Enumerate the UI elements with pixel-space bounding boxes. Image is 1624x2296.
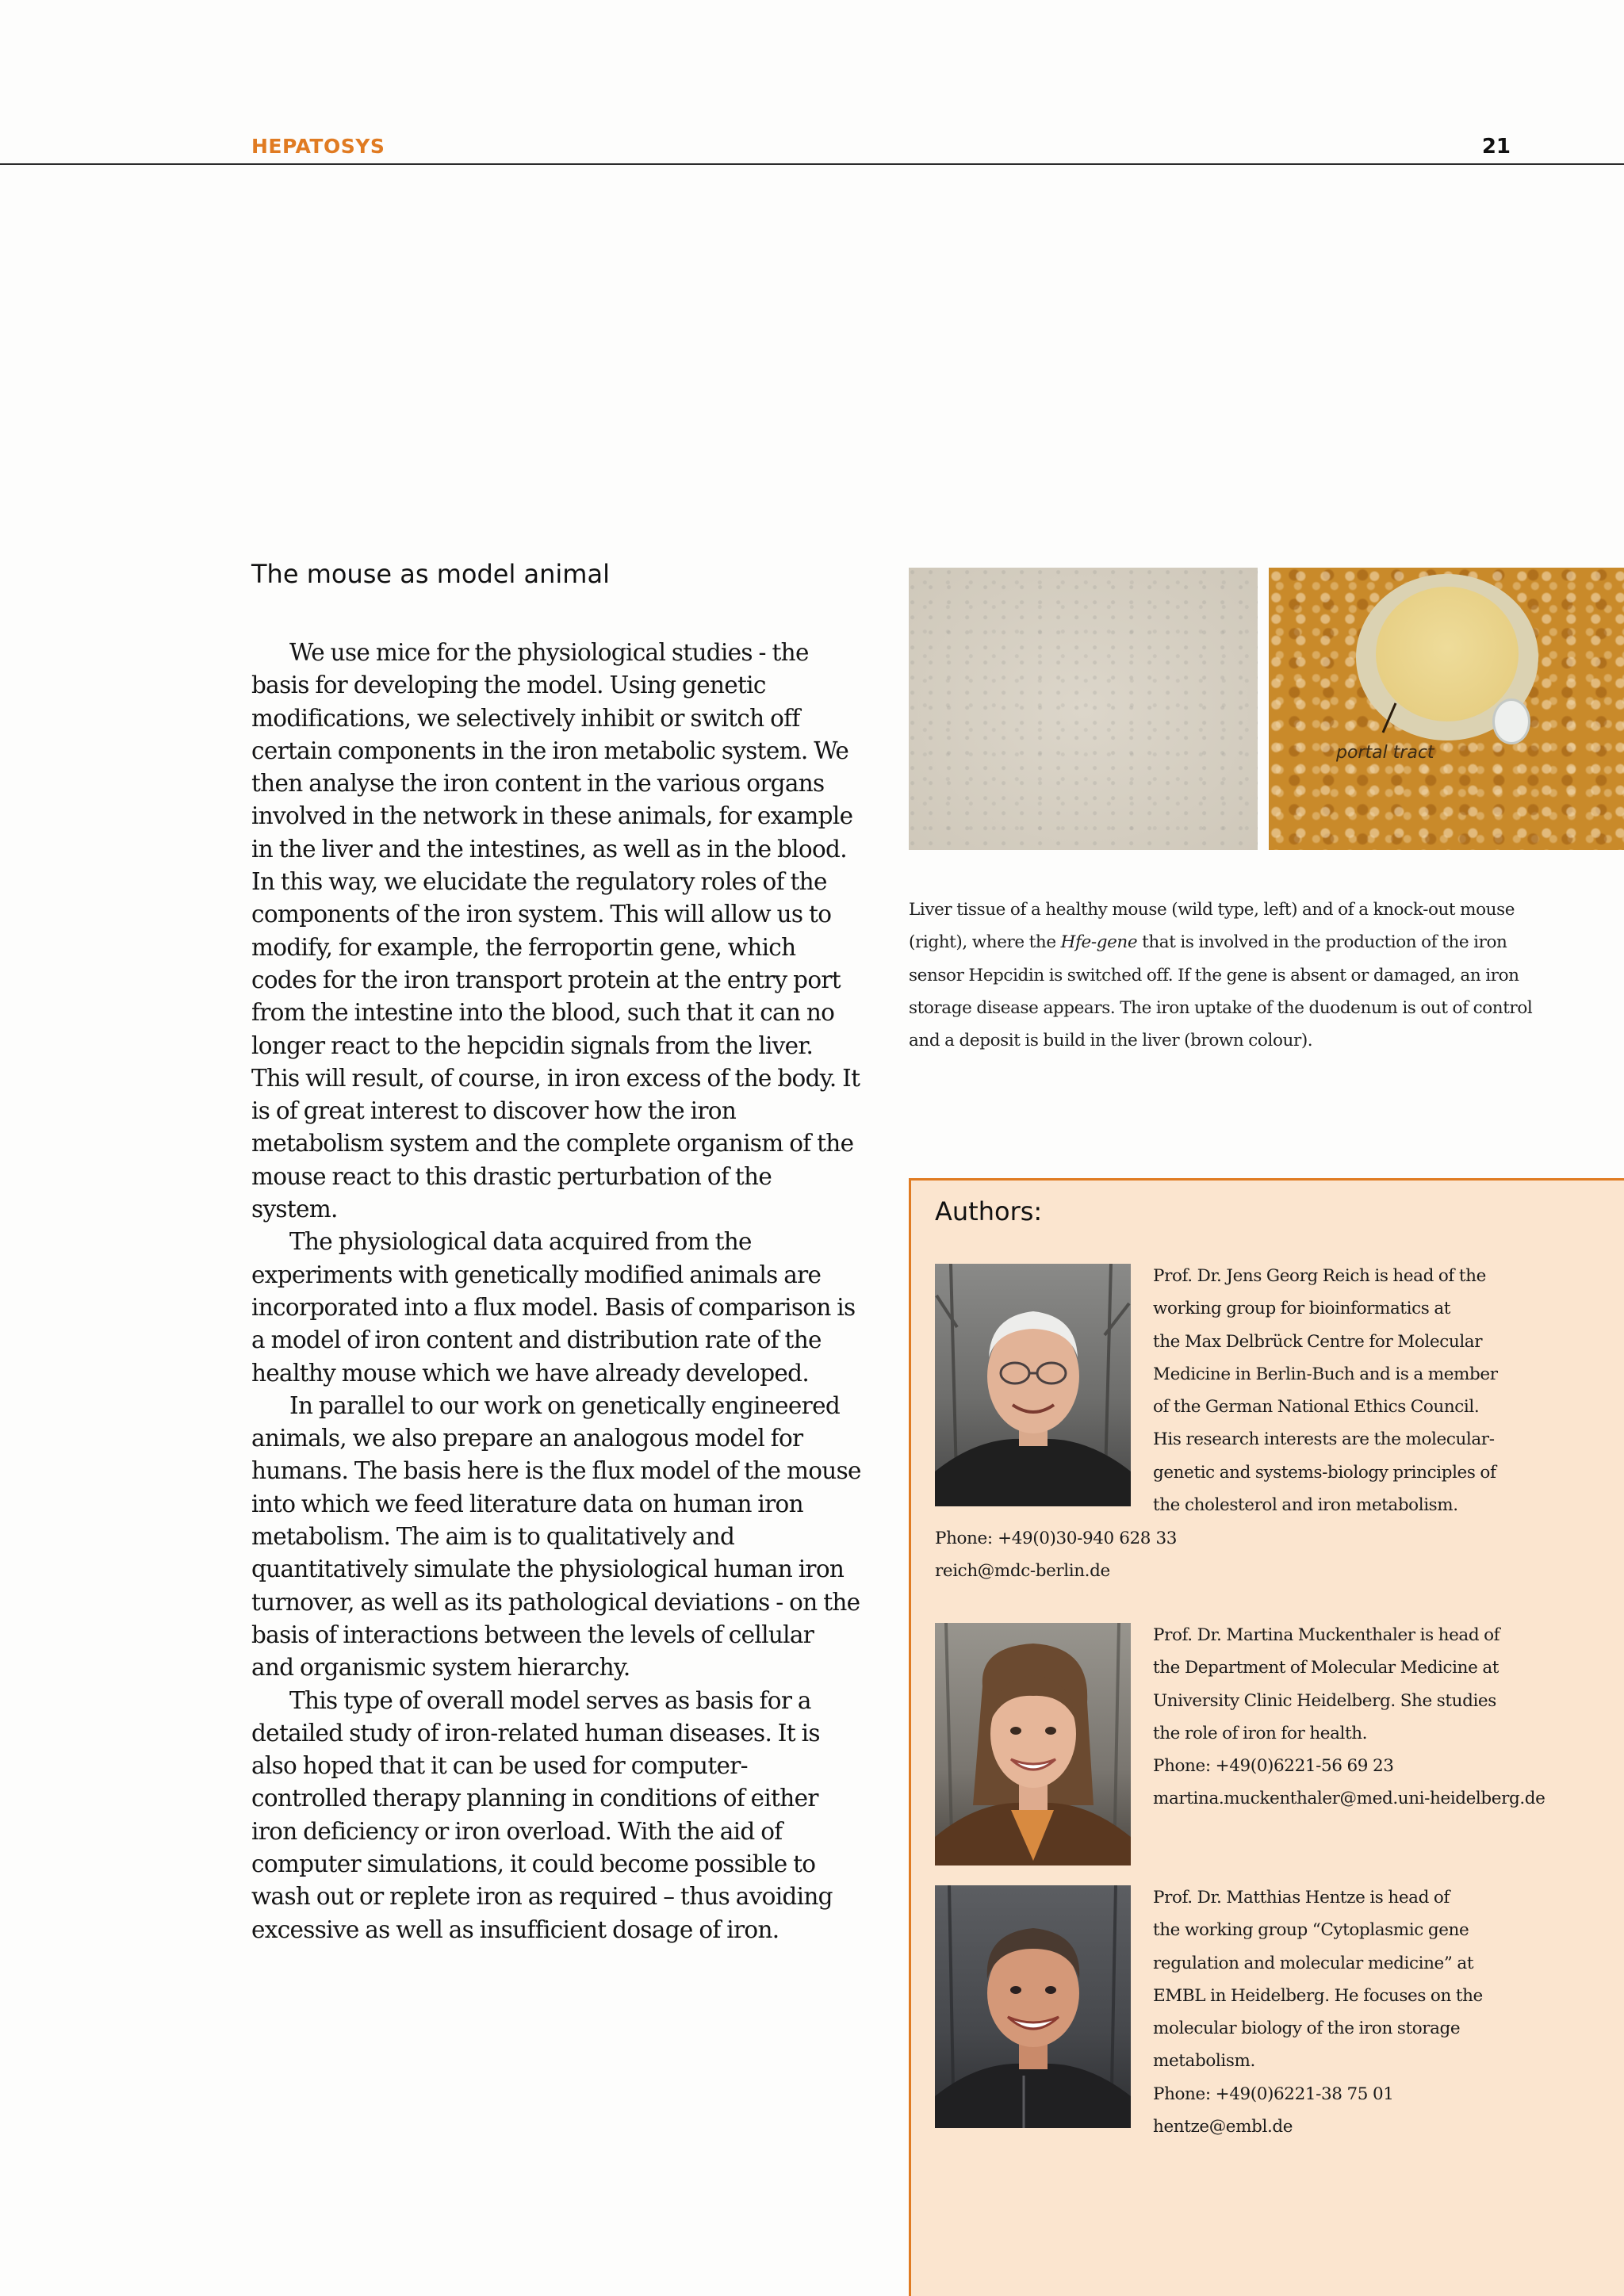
author-portrait-hentze	[935, 1885, 1131, 2128]
figure-caption	[909, 894, 1535, 1057]
knockout-liver-photo	[1269, 568, 1624, 850]
bio-line: the cholesterol and iron metabolism.	[1153, 1495, 1458, 1516]
article-paragraph: The physiological data acquired from the experiments with genetically modified animals are incorporated into a flux model. Basis of comparison is a model of iron content and distribution rate of the healthy mouse which we have already developed.	[251, 1228, 856, 1387]
author-phone: Phone: +49(0)6221-38 75 01	[1153, 2084, 1394, 2104]
portrait-illustration	[935, 1264, 1131, 1506]
author-portrait-reich	[935, 1264, 1131, 1506]
bio-line: the role of iron for health.	[1153, 1723, 1368, 1743]
caption-text: that is involved in the production of the iron sensor Hepcidin is switched off. If the gene is absent or damaged, an iron storage disease appears. The iron uptake of the duodenum is out of control and a deposit is build in the liver (brown colour).	[909, 932, 1533, 1051]
author-phone: Phone: +49(0)30-940 628 33	[935, 1529, 1178, 1548]
article-paragraph: We use mice for the physiological studies - the basis for developing the model. Using genetic modifications, we selectively inhibit or switch off certain components in the iron metabolic system. We then analyse the iron content in the various organs involved in the network in these animals, for example in the liver and the intestines, as well as in the blood. In this way, we elucidate the regulatory roles of the components of the iron system. This will allow us to modify, for example, the ferroportin gene, which codes for the iron transport protein at the entry port from the intestine into the blood, such that it can no longer react to the hepcidin signals from the liver. This will result, of course, in iron excess of the body. It is of great interest to discover how the iron metabolism system and the complete organism of the mouse react to this drastic perturbation of the system.	[251, 639, 860, 1223]
bio-line: of the German National Ethics Council.	[1153, 1397, 1480, 1418]
caption-text: Liver tissue of a healthy mouse (wild type, left) and of a knock-out mouse (right), where the	[909, 900, 1515, 953]
author-email[interactable]: martina.muckenthaler@med.uni-heidelberg.de	[1153, 1789, 1545, 1809]
portrait-illustration	[935, 1623, 1131, 1866]
bio-line: working group for bioinformatics at	[1153, 1299, 1450, 1319]
liver-tissue-figure	[909, 568, 1624, 851]
page-header	[0, 0, 1624, 165]
bio-line: the Department of Molecular Medicine at	[1153, 1658, 1499, 1678]
bio-line: Medicine in Berlin-Buch and is a member	[1153, 1364, 1498, 1384]
author-bio-reich	[1153, 1260, 1613, 1521]
bio-line: metabolism.	[1153, 2051, 1255, 2072]
bio-line: regulation and molecular medicine” at	[1153, 1953, 1474, 1973]
bio-line: EMBL in Heidelberg. He focuses on the	[1153, 1985, 1483, 2006]
portal-tract-label: portal tract	[1336, 743, 1434, 763]
bio-line: molecular biology of the iron storage	[1153, 2019, 1461, 2039]
bio-line: the working group “Cytoplasmic gene	[1153, 1920, 1469, 1941]
bio-line: University Clinic Heidelberg. She studies	[1153, 1690, 1496, 1711]
section-name: HEPATOSYS	[251, 135, 385, 158]
authors-title: Authors:	[935, 1196, 1043, 1226]
author-contact-reich	[935, 1522, 1411, 1588]
authors-box	[909, 1178, 1624, 2296]
portrait-illustration	[935, 1885, 1131, 2128]
author-email[interactable]: reich@mdc-berlin.de	[935, 1561, 1110, 1582]
author-email[interactable]: hentze@embl.de	[1153, 2117, 1293, 2137]
bio-line: the Max Delbrück Centre for Molecular	[1153, 1331, 1483, 1352]
article-body	[251, 637, 862, 1946]
bio-line: Prof. Dr. Matthias Hentze is head of	[1153, 1888, 1450, 1908]
bio-line: His research interests are the molecular-	[1153, 1429, 1495, 1450]
author-bio-muckenthaler	[1153, 1619, 1613, 1816]
author-bio-hentze	[1153, 1881, 1613, 2143]
article-heading: The mouse as model animal	[251, 559, 610, 589]
bio-line: genetic and systems-biology principles of	[1153, 1462, 1496, 1483]
label-pointer-line	[1269, 568, 1624, 850]
article-column	[251, 559, 862, 1946]
header-rule	[0, 163, 1624, 165]
author-phone: Phone: +49(0)6221-56 69 23	[1153, 1756, 1394, 1777]
caption-gene-name: Hfe-gene	[1060, 932, 1138, 953]
bio-line: Prof. Dr. Jens Georg Reich is head of the	[1153, 1266, 1486, 1286]
healthy-liver-photo	[909, 568, 1258, 850]
article-paragraph: This type of overall model serves as basis for a detailed study of iron-related human diseases. It is also hoped that it can be used for computer-controlled therapy planning in conditions of either iron deficiency or iron overload. With the aid of computer simulations, it could become possible to wash out or replete iron as required – thus avoiding excessive as well as insufficient dosage of iron.	[251, 1686, 833, 1943]
page-number: 21	[1481, 135, 1511, 159]
bio-line: Prof. Dr. Martina Muckenthaler is head of	[1153, 1625, 1500, 1645]
author-portrait-muckenthaler	[935, 1623, 1131, 1866]
article-paragraph: In parallel to our work on genetically engineered animals, we also prepare an analogous model for humans. The basis here is the flux model of the mouse into which we feed literature data on human iron metabolism. The aim is to qualitatively and quantitatively simulate the physiological human iron turnover, as well as its pathological deviations - on the basis of interactions between the levels of cellular and organismic system hierarchy.	[251, 1391, 861, 1682]
